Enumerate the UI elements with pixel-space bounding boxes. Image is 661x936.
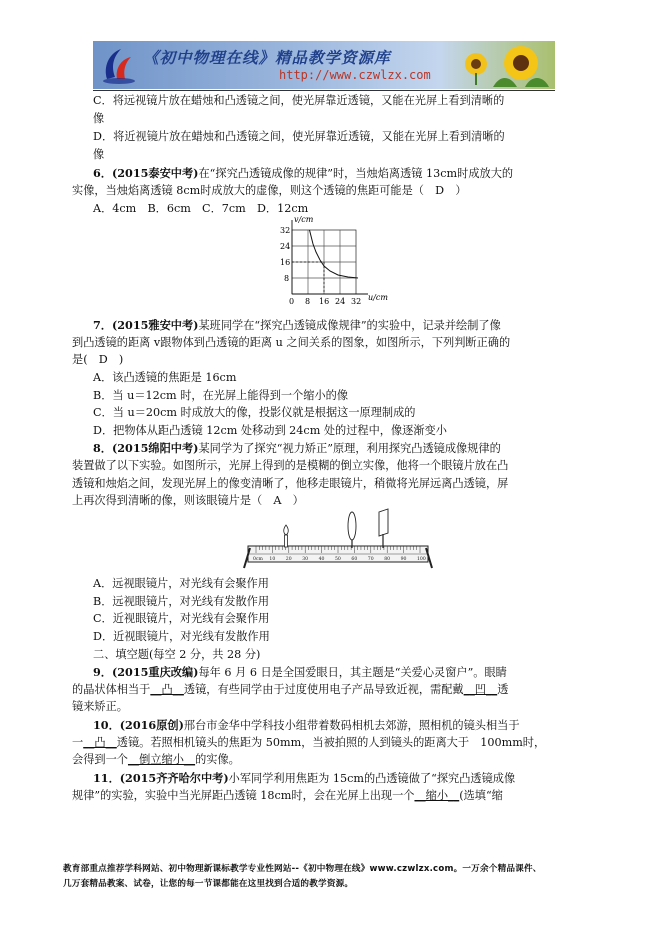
convex-lens-icon — [348, 512, 356, 548]
q11-answer-1: __缩小__ — [414, 789, 460, 802]
optical-bench-figure — [242, 508, 434, 574]
q8-number: 8． — [93, 441, 112, 455]
question-10-line2 — [72, 736, 545, 750]
q11-text: 小军同学利用焦距为 15cm的凸透镜做了“探究凸透镜成像 — [228, 772, 516, 785]
scale-label: 80 — [384, 557, 391, 562]
q8-option-c: C．近视眼镜片，对光线有会聚作用 — [93, 612, 270, 625]
header-rule — [93, 90, 555, 91]
scale-label: 10 — [269, 557, 276, 562]
q10-pre2: 会得到一个 — [72, 753, 128, 766]
q9-text: 每年 6 月 6 日是全国爱眼日，其主题是“关爱心灵窗户”。眼睛 — [198, 666, 507, 679]
q7-text: 某班同学在“探究凸透镜成像规律”的实验中，记录并绘制了像 — [198, 319, 501, 332]
question-8-line2: 装置做了以下实验。如图所示，光屏上得到的是模糊的倒立实像，他将一个眼镜片放在凸 — [72, 459, 509, 472]
q9-number: 9． — [93, 665, 112, 679]
xtick-8: 8 — [305, 297, 311, 306]
footer-line-2: 几万套精品教案、试卷，让您的每一节课都能在这里找到合适的教学资源。 — [63, 879, 354, 889]
question-7-line2: 到凸透镜的距离 v跟物体到凸透镜的距离 u 之间关系的图象，如图所示，下列判断正确的 — [72, 336, 511, 349]
q7-option-d: D．把物体从距凸透镜 12cm 处移动到 24cm 处的过程中，像逐渐变小 — [93, 424, 447, 437]
q11-source: (2015齐齐哈尔中考) — [119, 771, 229, 785]
graph-ylabel: v/cm — [294, 215, 314, 224]
q9-answer-1: __凸__ — [150, 683, 184, 696]
xtick-24: 24 — [335, 297, 346, 306]
sunflower-icon — [491, 43, 549, 87]
footer-line-1: 教育部重点推荐学科网站、初中物理新课标教学专业性网站--《初中物理在线》www.czwlzx.com。一万余个精品课件、 — [63, 864, 542, 874]
q7-option-a: A．该凸透镜的焦距是 16cm — [93, 371, 237, 384]
q8-option-b: B．远视眼镜片，对光线有发散作用 — [93, 595, 270, 608]
question-8-line4: 上再次得到清晰的像，则该眼镜片是（ A ） — [72, 494, 304, 507]
q10-answer-1: __凸__ — [83, 736, 117, 749]
question-9-line1 — [93, 665, 507, 680]
scale-label: 60 — [351, 557, 358, 562]
screen-icon — [379, 509, 388, 548]
curve — [310, 230, 359, 278]
question-10-line1 — [93, 718, 520, 733]
question-6-line2: 实像，当烛焰离透镜 8cm时成放大的虚像，则这个透镜的焦距可能是（ D ） — [72, 184, 467, 197]
option-d-cont: 像 — [93, 148, 105, 161]
q7-number: 7． — [93, 318, 112, 332]
q10-text: 邢台市金华中学科技小组带着数码相机去郊游，照相机的镜头相当于 — [183, 719, 520, 732]
xtick-0: 0 — [289, 297, 295, 306]
q10-number: 10． — [93, 718, 120, 732]
q10-mid: 透镜。若照相机镜头的焦距为 50mm，当被拍照的人到镜头的距离大于 100mm时， — [116, 736, 546, 749]
question-6-options: A．4cm B．6cm C．7cm D．12cm — [93, 202, 309, 215]
scale-label: 100 — [417, 557, 426, 562]
question-8-line3: 透镜和烛焰之间，发现光屏上的像变清晰了，他移走眼镜片，稍微将光屏远离凸透镜，屏 — [72, 477, 509, 490]
xtick-32: 32 — [351, 297, 362, 306]
question-11-line1 — [93, 771, 515, 786]
ytick-24: 24 — [280, 242, 291, 251]
option-c-cont: 像 — [93, 112, 105, 125]
question-11-line2 — [72, 789, 503, 803]
question-6-line1 — [93, 166, 513, 181]
site-banner — [93, 41, 555, 89]
graph-xlabel: u/cm — [368, 293, 388, 302]
option-c-text: C．将远视镜片放在蜡烛和凸透镜之间，使光屏靠近透镜，又能在光屏上看到清晰的 — [93, 94, 505, 107]
q7-option-c: C．当 u＝20cm 时成放大的像，投影仪就是根据这一原理制成的 — [93, 406, 416, 419]
xtick-16: 16 — [319, 297, 330, 306]
q10-source: (2016原创) — [119, 718, 184, 732]
option-d-text: D．将近视镜片放在蜡烛和凸透镜之间，使光屏靠近透镜，又能在光屏上看到清晰的 — [93, 130, 505, 143]
q8-option-a: A．远视眼镜片，对光线有会聚作用 — [93, 577, 269, 590]
q8-text: 某同学为了探究“视力矫正”原理，利用探究凸透镜成像规律的 — [198, 442, 501, 455]
section-2-heading: 二、填空题(每空 2 分，共 28 分) — [93, 648, 261, 661]
q10-post: 的实像。 — [195, 753, 240, 766]
question-8-line1 — [93, 441, 501, 456]
banner-title: 《初中物理在线》精品教学资源库 — [143, 48, 391, 67]
q9-source: (2015重庆改编) — [111, 665, 199, 679]
site-logo-icon — [99, 45, 137, 85]
scale-label: 70 — [367, 557, 374, 562]
ytick-8: 8 — [284, 274, 290, 283]
scale-label: 20 — [285, 557, 292, 562]
q8-source: (2015绵阳中考) — [111, 441, 199, 455]
q6-number: 6． — [93, 166, 112, 180]
scale-label: 50 — [335, 557, 341, 562]
q7-source: (2015雅安中考) — [111, 318, 199, 332]
scale-label: 30 — [302, 557, 309, 562]
q6-text: 在“探究凸透镜成像的规律”时，当烛焰离透镜 13cm时成放大的 — [198, 167, 514, 180]
question-7-line1 — [93, 318, 501, 333]
scale-label: 0cm — [253, 557, 263, 562]
ytick-32: 32 — [280, 226, 291, 235]
question-9-line3: 镜来矫正。 — [72, 700, 128, 713]
q10-pre: 一 — [72, 736, 84, 749]
question-7-line3: 是( D ) — [72, 353, 124, 366]
q10-answer-2: __倒立缩小__ — [127, 753, 196, 766]
q11-number: 11． — [93, 771, 120, 785]
q7-option-b: B．当 u＝12cm 时，在光屏上能得到一个缩小的像 — [93, 389, 349, 402]
sunflower-small-icon — [461, 51, 491, 85]
question-10-line3 — [72, 753, 240, 767]
v-u-graph — [272, 214, 404, 306]
q6-source: (2015泰安中考) — [111, 166, 199, 180]
q9-pre: 的晶状体相当于 — [72, 683, 151, 696]
q8-option-d: D．近视眼镜片，对光线有发散作用 — [93, 630, 270, 643]
q9-post: 透 — [497, 683, 509, 696]
ytick-16: 16 — [280, 258, 291, 267]
scale-label: 90 — [400, 557, 407, 562]
q9-answer-2: __凹__ — [463, 683, 498, 696]
candle-icon — [284, 525, 289, 547]
question-9-line2 — [72, 683, 508, 697]
q11-pre: 规律”的实验，实验中当光屏距凸透镜 18cm时，会在光屏上出现一个 — [72, 789, 415, 802]
q11-post: (选填“缩 — [459, 789, 503, 802]
q9-mid: 透镜，有些同学由于过度使用电子产品导致近视，需配戴 — [183, 683, 464, 696]
scale-label: 40 — [318, 557, 325, 562]
banner-url[interactable]: http://www.czwlzx.com — [279, 68, 431, 82]
